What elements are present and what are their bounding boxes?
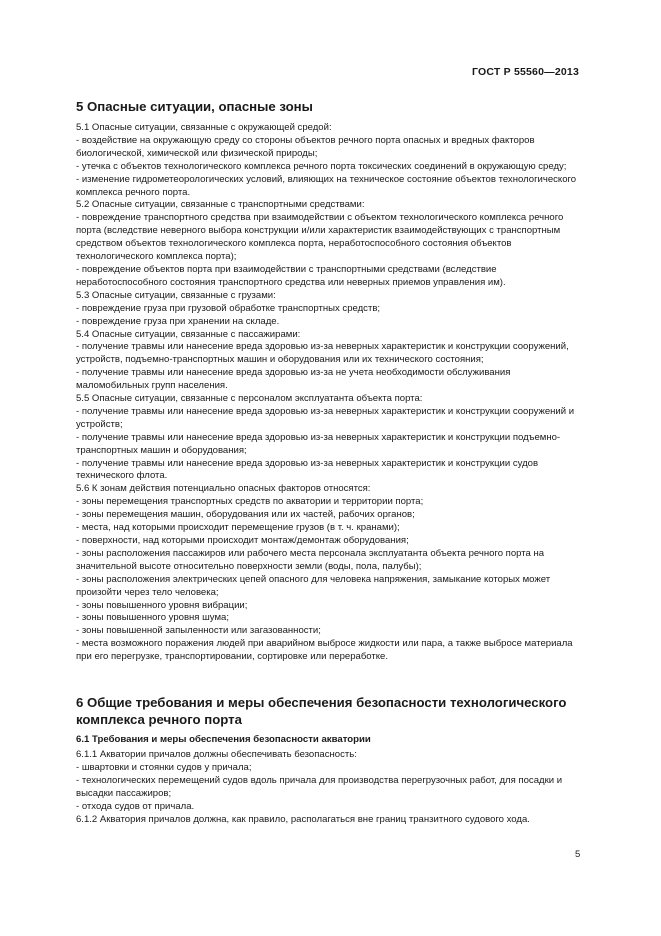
section-5-title: 5 Опасные ситуации, опасные зоны <box>76 99 313 114</box>
paragraph: 5.3 Опасные ситуации, связанные с грузами: <box>76 289 276 301</box>
paragraph: - поверхности, над которыми происходит монтаж/демонтаж оборудования; <box>76 535 409 546</box>
section-6-title: 6 Общие требования и меры обеспечения безопасности технологического комплекса речного порта <box>76 695 567 727</box>
paragraph: - места, над которыми происходит перемещение грузов (в т. ч. кранами); <box>76 522 400 534</box>
paragraph: - повреждение груза при хранении на складе. <box>76 315 280 327</box>
section-6-body <box>76 749 582 826</box>
paragraph: - повреждение объектов порта при взаимодействии с транспортными средствами (вследствие неработоспособного состояния транспортного средства или неверных приемов управления им). <box>76 263 506 288</box>
paragraph: - зоны повышенной запыленности или загазованности; <box>76 625 321 637</box>
paragraph: - получение травмы или нанесение вреда здоровью из-за неверных характеристик и конструкции сооружений, устройств, подъемно-транспортных машин и оборудования или их технического состояния; <box>76 341 569 366</box>
section-6-1-title: 6.1 Требования и меры обеспечения безопасности акватории <box>76 734 371 745</box>
paragraph: - получение травмы или нанесение вреда здоровью из-за неверных характеристик и конструкции судов технического флота. <box>76 457 539 482</box>
paragraph: - зоны повышенного уровня шума; <box>76 612 229 624</box>
paragraph: - отхода судов от причала. <box>76 800 195 812</box>
paragraph: - швартовки и стоянки судов у причала; <box>76 761 252 773</box>
paragraph: 6.1.1 Акватории причалов должны обеспечивать безопасность: <box>76 749 357 760</box>
paragraph: 5.2 Опасные ситуации, связанные с транспортными средствами: <box>76 199 365 211</box>
paragraph: - изменение гидрометеорологических условий, влияющих на техническое состояние объектов технологического комплекса речного порта. <box>76 173 577 198</box>
section-5-body <box>76 122 582 664</box>
paragraph: - зоны повышенного уровня вибрации; <box>76 599 248 611</box>
paragraph: - места возможного поражения людей при аварийном выбросе жидкости или пара, а также выбросе материала при его перегрузке, транспортировании, сортировке или переработке. <box>76 638 573 663</box>
paragraph: - получение травмы или нанесение вреда здоровью из-за неверных характеристик и конструкции подъемно-транспортных машин и оборудования; <box>76 431 561 456</box>
document-id: ГОСТ Р 55560—2013 <box>471 66 579 78</box>
paragraph: - получение травмы или нанесение вреда здоровью из-за не учета необходимости обслуживания маломобильных групп населения. <box>76 367 511 392</box>
paragraph: - технологических перемещений судов вдоль причала для производства перегрузочных работ, для посадки и высадки пассажиров; <box>76 774 563 799</box>
paragraph: 5.5 Опасные ситуации, связанные с персоналом эксплуатанта объекта порта: <box>76 393 423 405</box>
paragraph: - получение травмы или нанесение вреда здоровью из-за неверных характеристик и конструкции сооружений и устройств; <box>76 405 575 430</box>
paragraph: - утечка с объектов технологического комплекса речного порта токсических соединений в окружающую среду; <box>76 160 567 172</box>
paragraph: - зоны перемещения машин, оборудования или их частей, рабочих органов; <box>76 509 415 521</box>
paragraph: 5.1 Опасные ситуации, связанные с окружающей средой: <box>76 122 332 133</box>
paragraph: - повреждение транспортного средства при взаимодействии с объектом технологического комплекса речного порта (вследствие неверного выбора конструкции и/или характеристик взаимодействующих с транспортным средством объектов технологического комплекса порта, неработоспособного состояния объектов технологического комплекса порта); <box>76 212 564 263</box>
paragraph: - зоны перемещения транспортных средств по акватории и территории порта; <box>76 496 424 508</box>
paragraph: 5.4 Опасные ситуации, связанные с пассажирами: <box>76 328 301 340</box>
paragraph: 5.6 К зонам действия потенциально опасных факторов относятся: <box>76 483 371 495</box>
paragraph: - зоны расположения электрических цепей опасного для человека напряжения, замыкание которых может произойти через тело человека; <box>76 573 551 598</box>
paragraph: - повреждение груза при грузовой обработке транспортных средств; <box>76 302 381 314</box>
paragraph: 6.1.2 Акватория причалов должна, как правило, располагаться вне границ транзитного судового хода. <box>76 813 530 825</box>
page-number: 5 <box>575 849 581 860</box>
paragraph: - зоны расположения пассажиров или рабочего места персонала эксплуатанта объекта речного порта на значительной высоте относительно поверхности земли (воды, пола, палубы); <box>76 547 545 572</box>
paragraph: - воздействие на окружающую среду со стороны объектов речного порта опасных и вредных факторов биологической, химической или физической природы; <box>76 134 535 159</box>
